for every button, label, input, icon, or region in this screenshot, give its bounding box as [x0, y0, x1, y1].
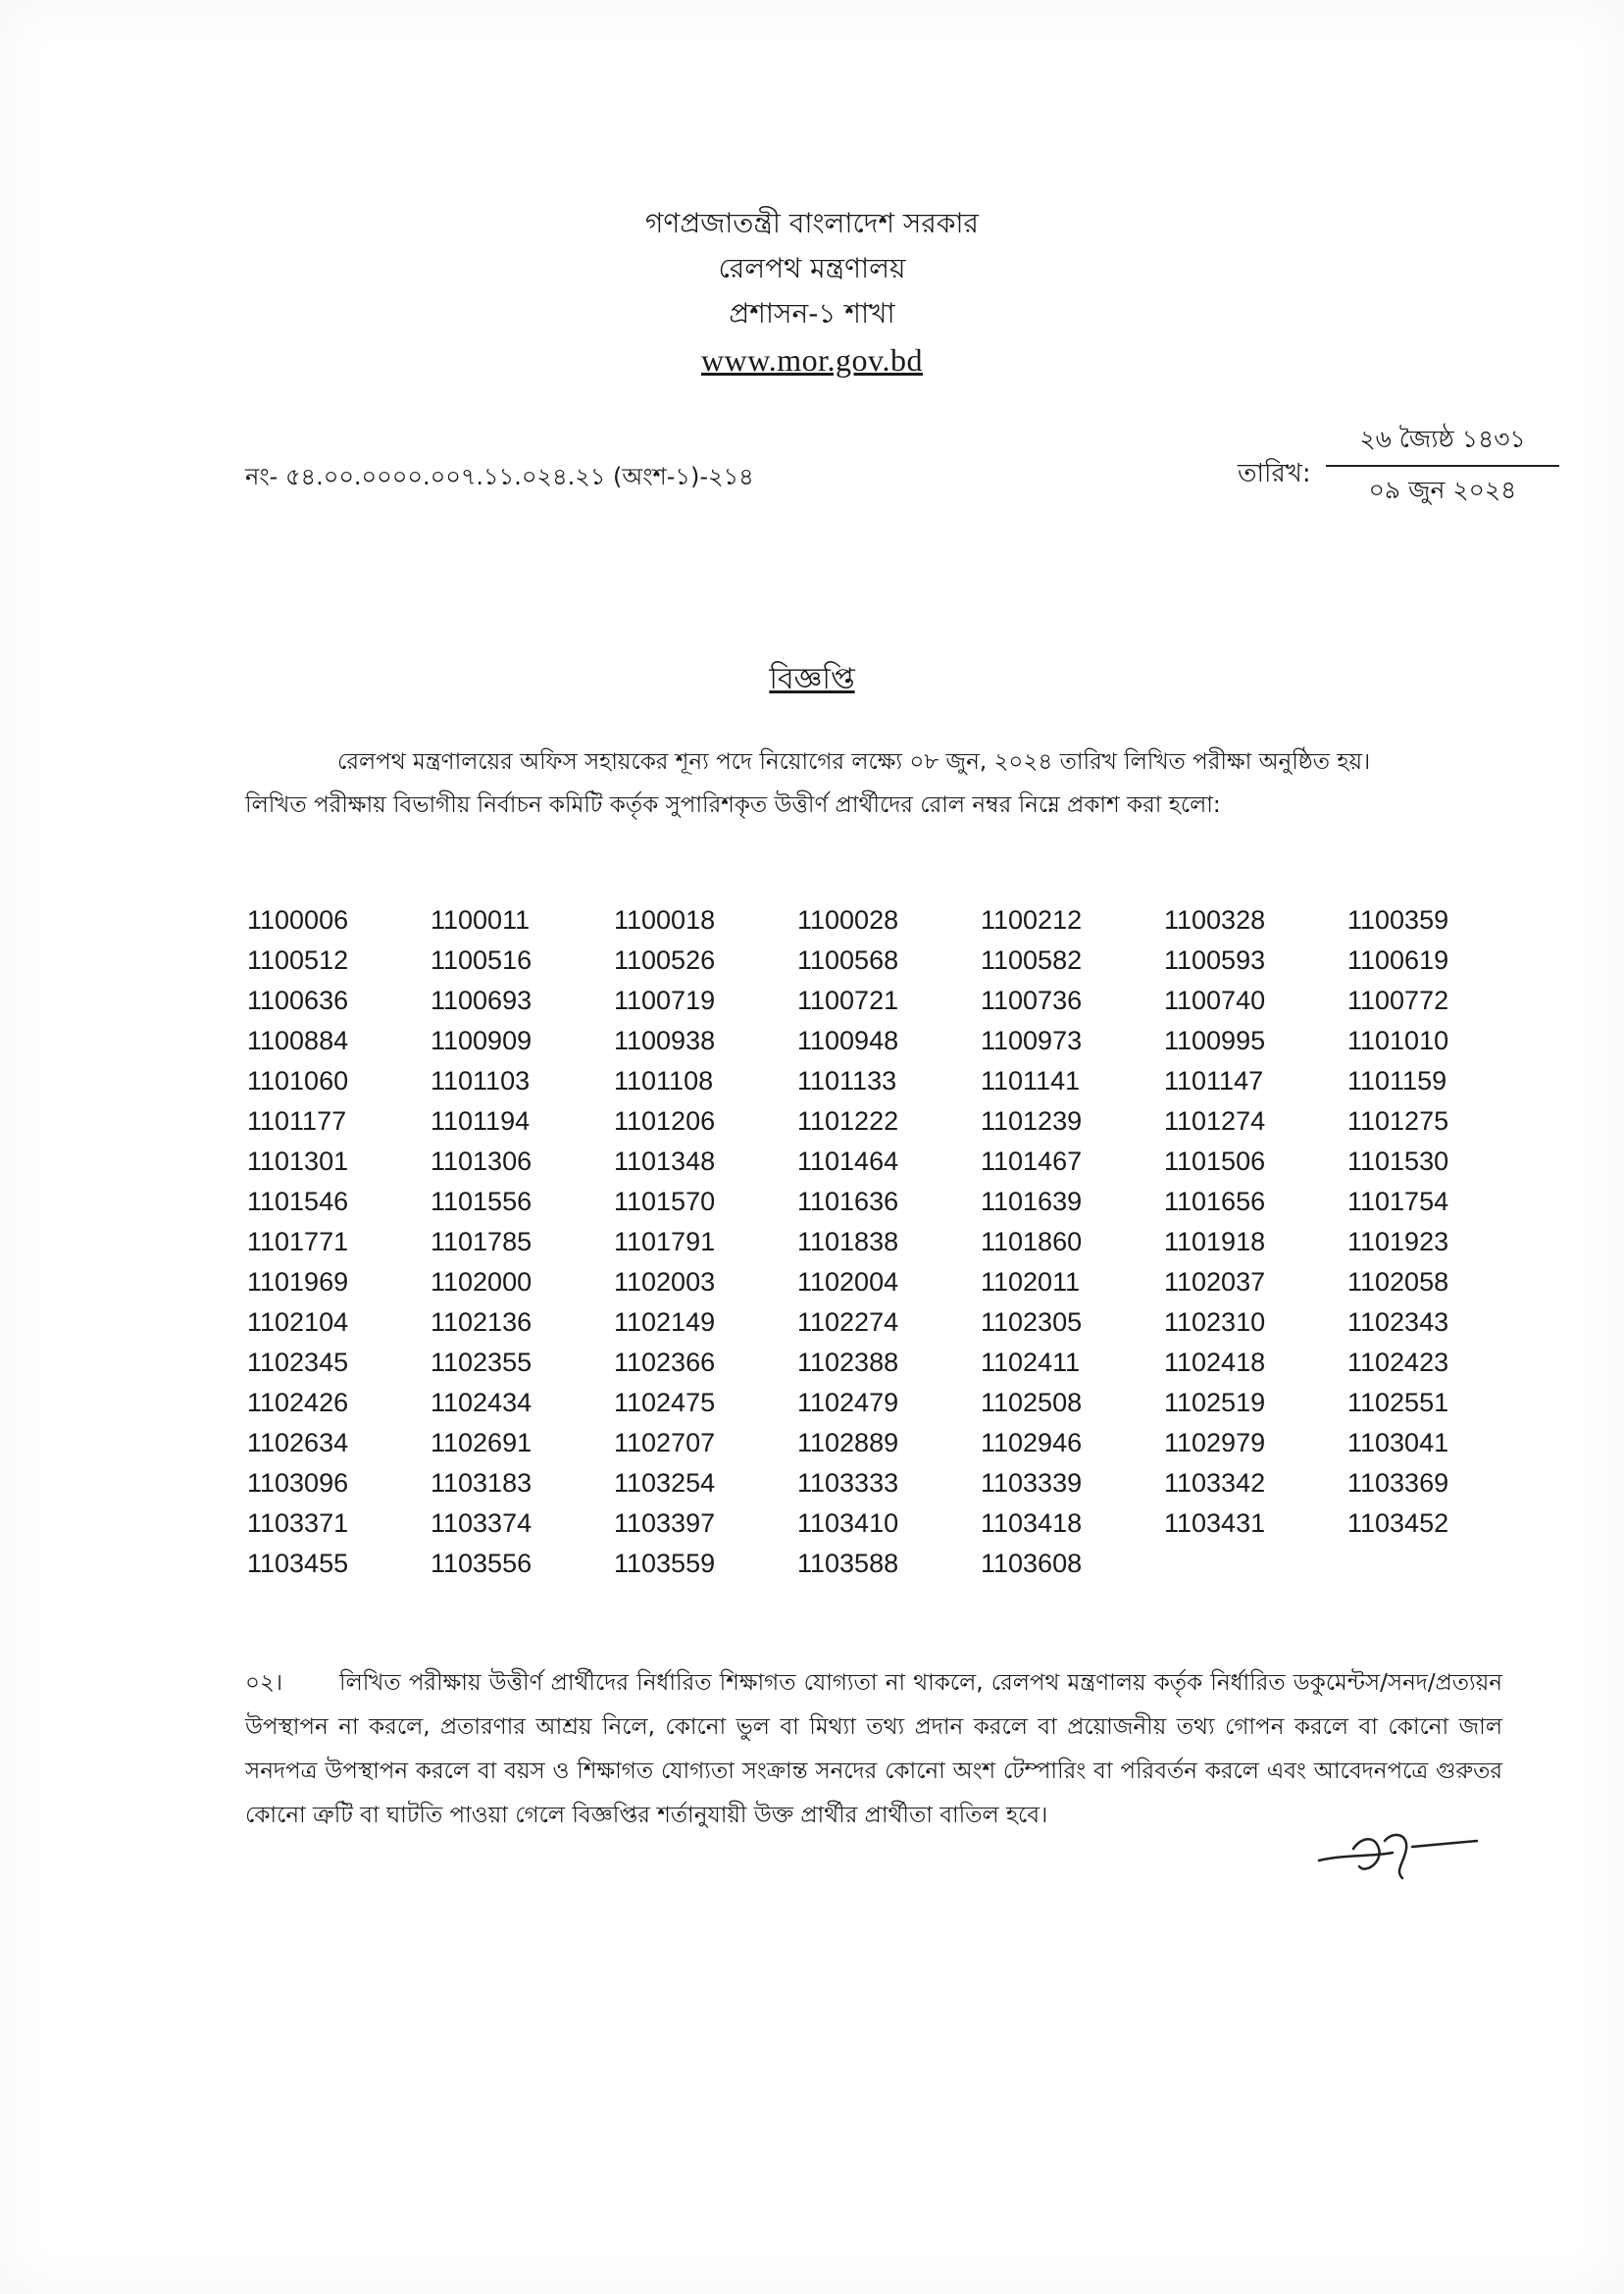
roll-number: 1102634	[247, 1428, 349, 1457]
roll-number: 1101530	[1347, 1147, 1449, 1176]
roll-number: 1100028	[797, 905, 899, 935]
intro-line-1: রেলপথ মন্ত্রণালয়ের অফিস সহায়কের শূন্য পদে নিয়োগের লক্ষ্যে ০৮ জুন, ২০২৪ তারিখ লিখিত পরীক্ষা অনুষ্ঠিত হয়।	[337, 749, 1371, 775]
roll-number: 1103410	[797, 1508, 899, 1538]
roll-number: 1103452	[1347, 1508, 1449, 1538]
roll-number: 1101754	[1347, 1187, 1449, 1216]
roll-number: 1100973	[981, 1026, 1083, 1055]
roll-number: 1102479	[797, 1388, 899, 1417]
roll-number: 1101918	[1164, 1227, 1266, 1256]
roll-number: 1101141	[981, 1066, 1081, 1096]
roll-number: 1103556	[431, 1549, 533, 1578]
roll-number: 1102037	[1164, 1267, 1266, 1297]
roll-number: 1102418	[1164, 1348, 1266, 1377]
date-gregorian: ০৯ জুন ২০২৪	[1368, 476, 1517, 504]
roll-number: 1102691	[431, 1428, 533, 1457]
roll-number: 1101177	[247, 1106, 347, 1136]
roll-number: 1101147	[1164, 1066, 1264, 1096]
roll-number: 1101785	[431, 1227, 533, 1256]
intro-line-2: লিখিত পরীক্ষায় বিভাগীয় নির্বাচন কমিটি কর্তৃক সুপারিশকৃত উত্তীর্ণ প্রার্থীদের রোল নম্বর নিম্নে প্রকাশ করা হলো:	[245, 792, 1221, 818]
roll-number: 1100018	[614, 905, 716, 935]
roll-number: 1103342	[1164, 1468, 1266, 1498]
roll-number: 1100006	[247, 905, 349, 935]
roll-number: 1100938	[614, 1026, 716, 1055]
roll-number: 1102366	[614, 1348, 716, 1377]
roll-number: 1103397	[614, 1508, 716, 1538]
section-name: প্রশাসন-১ শাখা	[729, 297, 895, 330]
roll-number: 1101838	[797, 1227, 899, 1256]
roll-number: 1102979	[1164, 1428, 1266, 1457]
roll-number: 1100359	[1347, 905, 1449, 935]
roll-number: 1103339	[981, 1468, 1083, 1498]
government-name: গণপ্রজাতন্ত্রী বাংলাদেশ সরকার	[645, 207, 979, 239]
roll-number: 1101159	[1347, 1066, 1447, 1096]
roll-number: 1101274	[1164, 1106, 1266, 1136]
roll-number: 1102149	[614, 1307, 716, 1337]
roll-number: 1101771	[247, 1227, 349, 1256]
roll-number: 1102889	[797, 1428, 899, 1457]
roll-number: 1101570	[614, 1187, 716, 1216]
roll-number: 1103559	[614, 1549, 716, 1578]
roll-number: 1101791	[614, 1227, 716, 1256]
ministry-name: রেলপথ মন্ত্রণালয়	[718, 252, 906, 284]
roll-number-grid	[247, 900, 1531, 1584]
roll-number: 1102003	[614, 1267, 716, 1297]
signature-icon	[1314, 1819, 1481, 1888]
roll-number: 1103374	[431, 1508, 533, 1538]
roll-number: 1103333	[797, 1468, 899, 1498]
roll-number: 1102946	[981, 1428, 1083, 1457]
roll-number: 1100772	[1347, 986, 1449, 1015]
roll-number: 1100995	[1164, 1026, 1266, 1055]
website-link[interactable]: www.mor.gov.bd	[701, 342, 923, 378]
roll-number: 1100568	[797, 945, 899, 975]
roll-number: 1101860	[981, 1227, 1083, 1256]
roll-number: 1101239	[981, 1106, 1083, 1136]
roll-number: 1100619	[1347, 945, 1449, 975]
roll-number: 1100636	[247, 986, 349, 1015]
roll-number: 1102004	[797, 1267, 899, 1297]
roll-number: 1101656	[1164, 1187, 1266, 1216]
roll-number: 1102423	[1347, 1348, 1449, 1377]
roll-number: 1101306	[431, 1147, 533, 1176]
roll-number: 1100328	[1164, 905, 1266, 935]
roll-number: 1101103	[431, 1066, 531, 1096]
note-number: ০২।	[245, 1670, 283, 1696]
roll-number: 1100512	[247, 945, 349, 975]
roll-number: 1101194	[431, 1106, 531, 1136]
roll-number: 1101923	[1347, 1227, 1449, 1256]
note-paragraph	[245, 1661, 1502, 1838]
roll-number: 1100740	[1164, 986, 1266, 1015]
roll-number: 1103096	[247, 1468, 349, 1498]
roll-number: 1102411	[981, 1348, 1081, 1377]
roll-number: 1100693	[431, 986, 533, 1015]
roll-number: 1103588	[797, 1549, 899, 1578]
roll-number: 1103371	[247, 1508, 349, 1538]
roll-number: 1103041	[1347, 1428, 1449, 1457]
roll-number: 1100721	[797, 986, 899, 1015]
roll-number: 1101546	[247, 1187, 349, 1216]
note-text: লিখিত পরীক্ষায় উত্তীর্ণ প্রার্থীদের নির্ধারিত শিক্ষাগত যোগ্যতা না থাকলে, রেলপথ মন্ত্রণালয় কর্তৃক নির্ধারিত ডকুমেন্টস/সনদ/প্রত্যয়ন উপস্থাপন না করলে, প্রতারণার আশ্রয় নিলে, কোনো ভুল বা মিথ্যা তথ্য প্রদান করলে বা প্রয়োজনীয় তথ্য গোপন করলে বা কোনো জাল সনদপত্র উপস্থাপন করলে বা বয়স ও শিক্ষাগত যোগ্যতা সংক্রান্ত সনদের কোনো অংশ টেম্পারিং বা পরিবর্তন করলে এবং আবেদনপত্রে গুরুতর কোনো ত্রুটি বা ঘাটতি পাওয়া গেলে বিজ্ঞপ্তির শর্তানুযায়ী উক্ত প্রার্থীর প্রার্থীতা বাতিল হবে।	[245, 1670, 1502, 1828]
roll-number: 1100909	[431, 1026, 533, 1055]
roll-number: 1101060	[247, 1066, 349, 1096]
roll-number: 1100011	[431, 905, 531, 935]
roll-number: 1102355	[431, 1348, 533, 1377]
roll-number: 1100884	[247, 1026, 349, 1055]
roll-number: 1101348	[614, 1147, 716, 1176]
date-block	[1326, 420, 1559, 510]
roll-number: 1101301	[247, 1147, 349, 1176]
roll-number: 1102345	[247, 1348, 349, 1377]
roll-number: 1102000	[431, 1267, 533, 1297]
letterhead	[0, 201, 1624, 383]
roll-number: 1102707	[614, 1428, 716, 1457]
roll-number: 1103418	[981, 1508, 1083, 1538]
roll-number: 1100948	[797, 1026, 899, 1055]
roll-number: 1103431	[1164, 1508, 1266, 1538]
roll-number: 1102475	[614, 1388, 716, 1417]
roll-number: 1102104	[247, 1307, 349, 1337]
roll-number: 1101108	[614, 1066, 714, 1096]
roll-number: 1101010	[1347, 1026, 1449, 1055]
roll-number: 1103455	[247, 1549, 349, 1578]
roll-number: 1102274	[797, 1307, 899, 1337]
roll-number: 1102058	[1347, 1267, 1449, 1297]
roll-number: 1102519	[1164, 1388, 1266, 1417]
roll-number: 1101639	[981, 1187, 1083, 1216]
roll-number: 1101969	[247, 1267, 349, 1297]
roll-number: 1102388	[797, 1348, 899, 1377]
roll-number: 1102508	[981, 1388, 1083, 1417]
roll-number: 1103608	[981, 1549, 1083, 1578]
roll-number: 1100593	[1164, 945, 1266, 975]
roll-number: 1101275	[1347, 1106, 1449, 1136]
date-bangla: ২৬ জ্যৈষ্ঠ ১৪৩১	[1326, 420, 1559, 467]
roll-number: 1100719	[614, 986, 716, 1015]
roll-number: 1102305	[981, 1307, 1083, 1337]
roll-number: 1102551	[1347, 1388, 1449, 1417]
roll-number: 1102426	[247, 1388, 349, 1417]
roll-number: 1101556	[431, 1187, 533, 1216]
notice-title: বিজ্ঞপ্তি	[769, 662, 855, 696]
memo-number: নং- ৫৪.০০.০০০০.০০৭.১১.০২৪.২১ (অংশ-১)-২১৪	[245, 463, 754, 490]
roll-number: 1103254	[614, 1468, 716, 1498]
roll-number: 1101222	[797, 1106, 899, 1136]
roll-number: 1101506	[1164, 1147, 1266, 1176]
intro-paragraph	[245, 740, 1502, 827]
roll-number: 1100212	[981, 905, 1083, 935]
roll-number: 1102434	[431, 1388, 533, 1417]
date-label: তারিখ:	[1238, 459, 1311, 488]
roll-number: 1100736	[981, 986, 1083, 1015]
roll-number: 1101464	[797, 1147, 899, 1176]
roll-number: 1101636	[797, 1187, 899, 1216]
roll-number: 1102343	[1347, 1307, 1449, 1337]
roll-number: 1103369	[1347, 1468, 1449, 1498]
roll-number: 1103183	[431, 1468, 533, 1498]
roll-number: 1101467	[981, 1147, 1083, 1176]
roll-number: 1101206	[614, 1106, 716, 1136]
roll-number: 1102310	[1164, 1307, 1266, 1337]
roll-number: 1100582	[981, 945, 1083, 975]
roll-number: 1100526	[614, 945, 716, 975]
roll-number: 1100516	[431, 945, 533, 975]
roll-number: 1101133	[797, 1066, 897, 1096]
roll-number: 1102011	[981, 1267, 1081, 1297]
roll-number: 1102136	[431, 1307, 533, 1337]
